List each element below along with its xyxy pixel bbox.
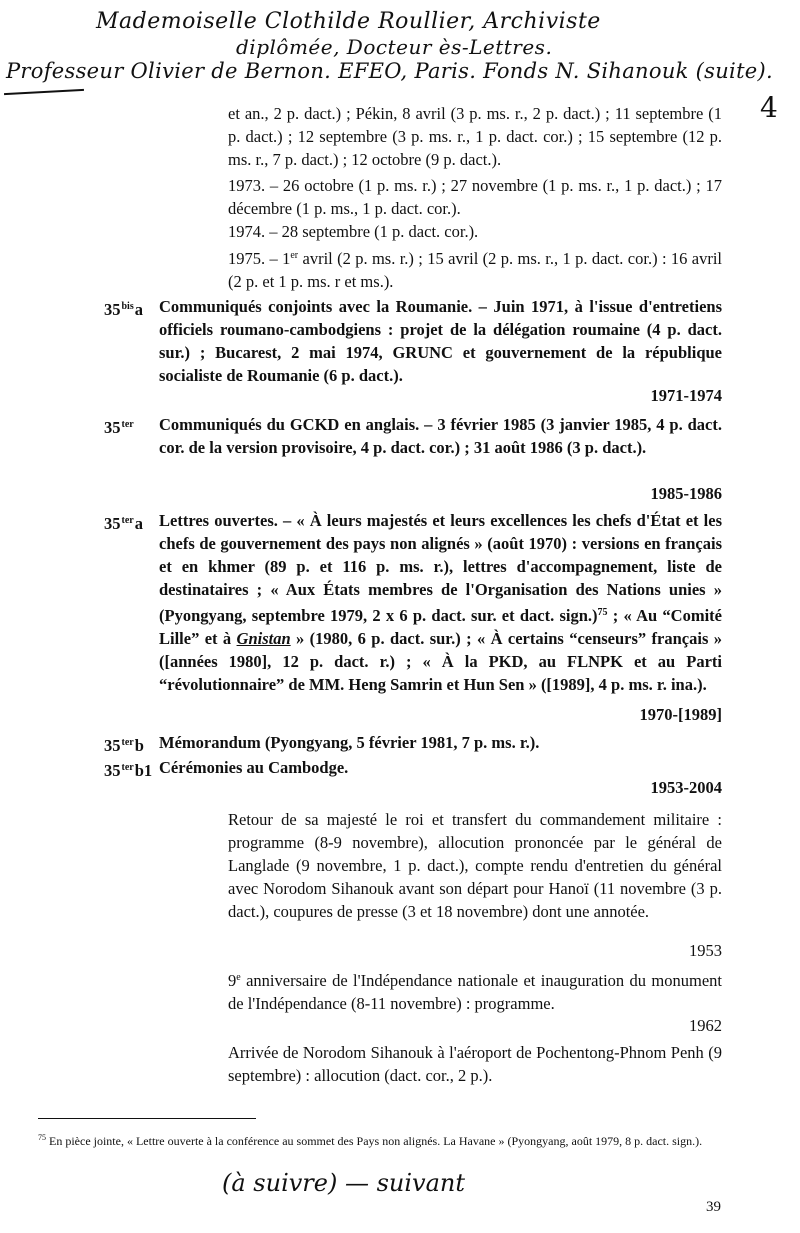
entry-text: Communiqués conjoints avec la Roumanie. – Juin 1971, à l'issue d'entretiens officiels roumano-cambodgiens : projet de la délégation roumaine (4 p. dact. sur.) ; Bucarest, 2 mai 1974, GRUNC et gouvernement de la république socialiste de Roumanie (6 p. dact.). xyxy=(159,297,722,385)
cote-sup: ter xyxy=(121,762,134,773)
continuation-paragraph: 1973. – 26 octobre (1 p. ms. r.) ; 27 novembre (1 p. ms. r., 1 p. dact.) ; 17 décembre (1 p. ms., 1 p. dact. cor.). xyxy=(228,176,722,218)
continuation-paragraph xyxy=(228,244,722,293)
continuation-paragraph: 1974. – 28 septembre (1 p. dact. cor.). xyxy=(228,222,479,241)
sub-item-text: Retour de sa majesté le roi et transfert du commandement militaire : programme (8-9 novembre), allocution prononcée par le général de Langlade (9 novembre, 1 p. dact.), compte rendu d'entretien du général avec Norodom Sihanouk avant son départ pour Hanoï (11 novembre (3 p. dact.), coupures de presse (3 et 18 novembre) dont une annotée. xyxy=(228,810,722,921)
entry-text: Mémorandum (Pyongyang, 5 février 1981, 7 p. ms. r.). xyxy=(159,733,540,752)
text-run: ; « Au “Comité Lille” et à xyxy=(159,606,722,648)
page-number: 39 xyxy=(706,1199,721,1215)
handwritten-a-suivre: (à suivre) — suivant xyxy=(222,1169,466,1197)
superscript: er xyxy=(290,250,299,261)
footnote-number: 75 xyxy=(38,1133,46,1142)
text-run: 9 xyxy=(228,971,237,990)
footnote-rule xyxy=(38,1118,256,1119)
handwritten-margin-number: 4 xyxy=(760,91,778,124)
cote-number: 35 xyxy=(104,300,121,319)
text-run: 1975. – 1 xyxy=(228,249,291,268)
text-run: Lettres ouvertes. – « À leurs majestés et leurs excellences les chefs d'État et les chefs de gouvernement des pays non alignés » (août 1970) : versions en français et en khmer (89 p. et 116 p. ms. r.), lettres d'accompagnement, liste de destinataires ; « Aux États membres de l'Organisation des Nations unies » (Pyongyang, septembre 1979, 2 x 6 p. dact. sur. et dact. sign.) xyxy=(159,511,722,625)
entry-date: 1971-1974 xyxy=(650,386,722,405)
entry-number xyxy=(104,295,143,321)
text-run: avril (2 p. ms. r.) ; 15 avril (2 p. ms. r., 1 p. dact. cor.) : 16 avril (2 p. et 1 p. ms. r et ms.). xyxy=(228,249,722,291)
entry-text: Communiqués du GCKD en anglais. – 3 février 1985 (3 janvier 1985, 4 p. dact. cor. de la version provisoire, 4 p. dact. cor.) ; 31 août 1986 (3 p. dact.). xyxy=(159,415,722,457)
cote-number: 35 xyxy=(104,418,121,437)
entry-number xyxy=(104,413,135,439)
entry-date: 1953-2004 xyxy=(650,778,722,797)
cote-number: 35 xyxy=(104,514,121,533)
entry-text xyxy=(159,509,722,696)
entry-date: 1985-1986 xyxy=(650,484,722,503)
cote-sup: bis xyxy=(121,301,134,312)
cote-number: 35 xyxy=(104,761,121,780)
text-run: anniversaire de l'Indépendance nationale et inauguration du monument de l'Indépendance (8-11 novembre) : programme. xyxy=(228,971,722,1013)
cote-suffix: b xyxy=(134,736,144,755)
handwritten-header-line-3: Professeur Olivier de Bernon. EFEO, Paris. Fonds N. Sihanouk (suite). xyxy=(6,59,773,83)
cote-suffix: b1 xyxy=(134,761,153,780)
handwritten-header-line-1: Mademoiselle Clothilde Roullier, Archiviste xyxy=(96,9,601,34)
entry-number xyxy=(104,731,144,757)
sub-item-date: 1962 xyxy=(689,1016,722,1035)
cote-number: 35 xyxy=(104,736,121,755)
sub-item-text xyxy=(228,966,722,1015)
sub-item-date: 1953 xyxy=(689,941,722,960)
continuation-paragraph: et an., 2 p. dact.) ; Pékin, 8 avril (3 p. ms. r., 2 p. dact.) ; 11 septembre (1 p. dact.) ; 12 septembre (3 p. ms. r., 1 p. dact. cor.) ; 15 septembre (12 p. ms. r., 7 p. dact.) ; 12 octobre (9 p. dact.). xyxy=(228,104,722,169)
handwritten-header-line-2: diplômée, Docteur ès-Lettres. xyxy=(236,35,553,59)
footnote-ref: 75 xyxy=(597,607,608,618)
underlined-text: Gnistan xyxy=(236,629,291,648)
superscript: e xyxy=(236,972,241,983)
sub-item-text: Arrivée de Norodom Sihanouk à l'aéroport de Pochentong-Phnom Penh (9 septembre) : allocution (dact. cor., 2 p.). xyxy=(228,1043,722,1085)
entry-number xyxy=(104,756,152,782)
cote-sup: ter xyxy=(121,515,134,526)
handwritten-underline xyxy=(4,89,84,95)
cote-sup: ter xyxy=(121,419,134,430)
footnote xyxy=(38,1130,728,1149)
entry-date: 1970-[1989] xyxy=(639,705,722,724)
entry-text: Cérémonies au Cambodge. xyxy=(159,758,349,777)
cote-suffix: a xyxy=(134,300,143,319)
footnote-text: En pièce jointe, « Lettre ouverte à la conférence au sommet des Pays non alignés. La Havane » (Pyongyang, août 1979, 8 p. dact. sign.). xyxy=(46,1134,703,1148)
text-run: » (1980, 6 p. dact. sur.) ; « À certains “censeurs” français » ([années 1980], 12 p. dact. r.) ; « À la PKD, au FLNPK et au Parti “révolutionnaire” de MM. Heng Samrin et Hun Sen » ([1989], 4 p. ms. r. ina.). xyxy=(159,629,723,694)
entry-number xyxy=(104,509,143,535)
cote-sup: ter xyxy=(121,737,134,748)
cote-suffix: a xyxy=(134,514,143,533)
